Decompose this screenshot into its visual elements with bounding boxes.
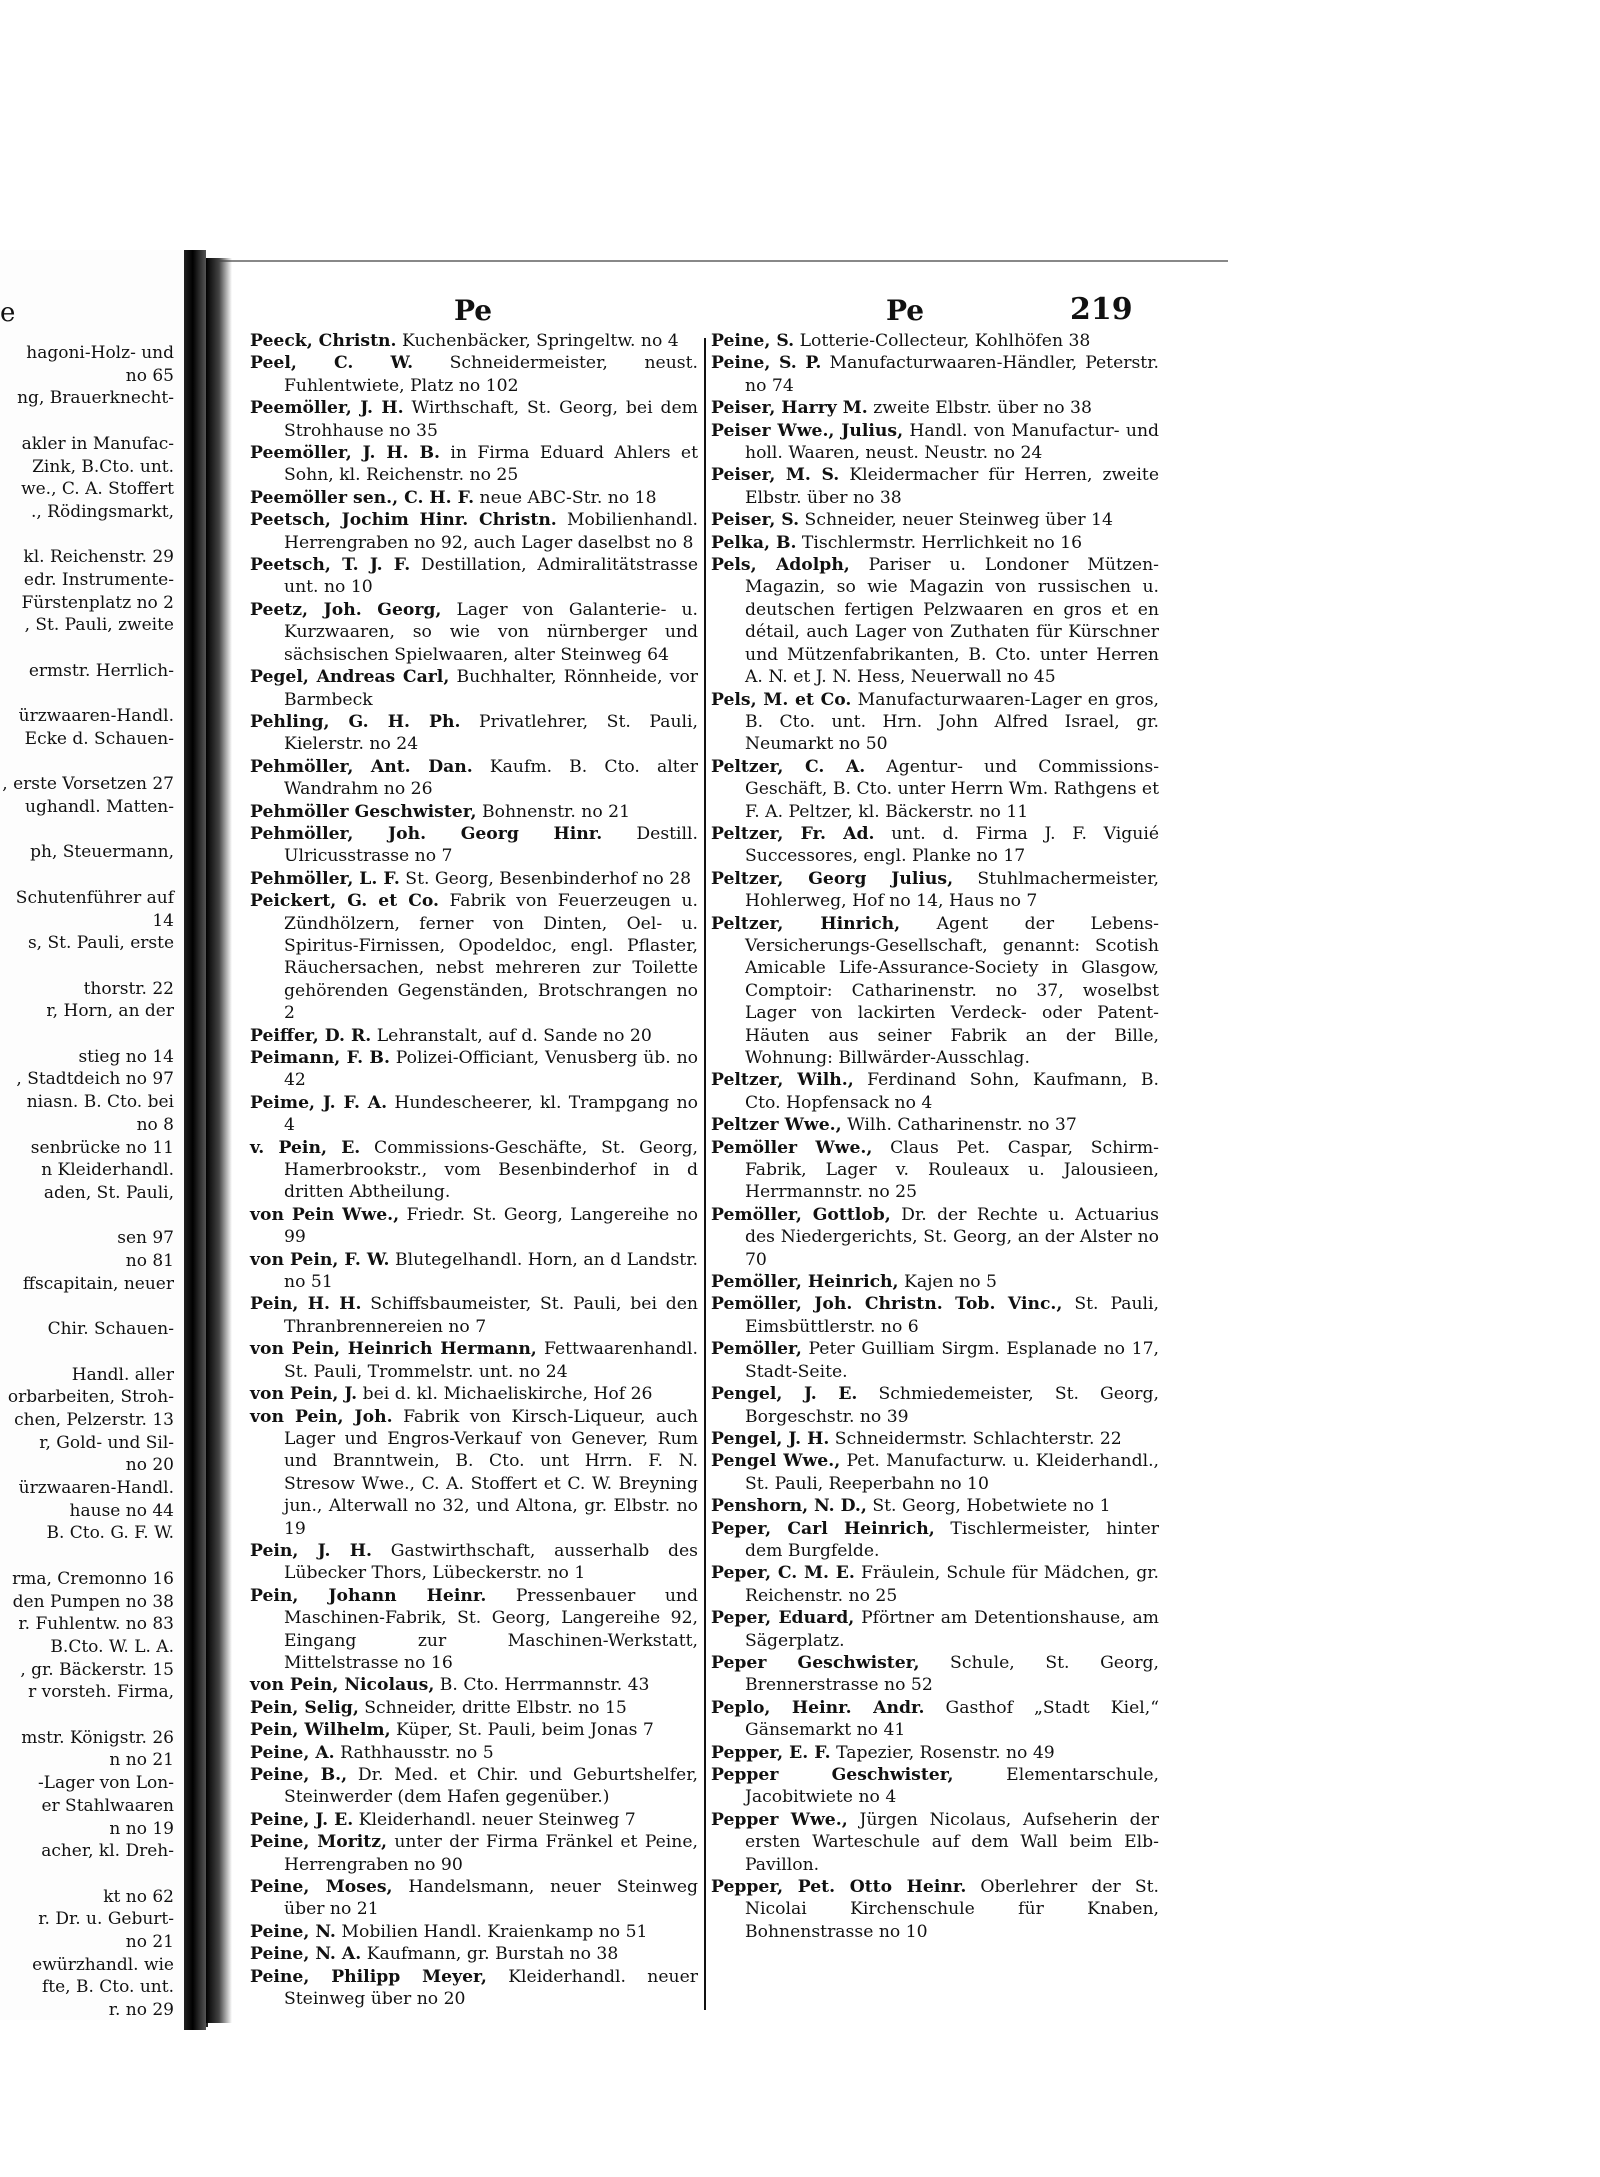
directory-entry xyxy=(711,1204,1159,1271)
directory-entry xyxy=(250,487,698,509)
entry-name: Peine, A. xyxy=(250,1742,335,1763)
directory-entry xyxy=(250,1697,698,1719)
directory-entry xyxy=(250,756,698,801)
entry-details: B. Cto. Herrmannstr. 43 xyxy=(434,1675,650,1696)
directory-entry xyxy=(250,666,698,711)
entry-details: Agent der Lebens-Versicherungs-Gesellschaft, genannt: Scotish Amicable Life-Assurance-Society in Glasgow, Comptoir: Catharinenstr. no 37, woselbst Lager von lackirten Verdeck- oder Patent-Häuten aus seiner Fabrik an der Bille, Wohnung: Billwärder-Ausschlag. xyxy=(745,913,1159,1068)
entry-name: Peemöller sen., C. H. F. xyxy=(250,487,475,508)
entry-details: St. Pauli, Eimsbüttlerstr. no 6 xyxy=(745,1294,1160,1337)
directory-entry xyxy=(250,1674,698,1696)
entry-name: Peltzer, C. A. xyxy=(711,756,866,777)
entry-name: Pepper Geschwister, xyxy=(711,1765,954,1785)
entry-details: Kleiderhandl. neuer Steinweg über no 20 xyxy=(284,1966,698,2010)
entry-name: Peltzer, Hinrich, xyxy=(711,913,901,934)
directory-entry xyxy=(711,532,1159,554)
directory-entry xyxy=(250,1540,698,1585)
directory-entry xyxy=(711,1293,1159,1338)
entry-name: Pemöller, xyxy=(711,1339,802,1360)
entry-details: Handl. von Manufactur- und holl. Waaren, neust. Neustr. no 24 xyxy=(745,420,1160,464)
entry-name: Peime, J. F. A. xyxy=(250,1092,388,1113)
entry-details: Pariser u. Londoner Mützen-Magazin, so wie Magazin von russischen u. deutschen fertigen Pelzwaaren en gros et en détail, auch Lager von Zuthaten für Kürschner und Mützenfabrikanten, B. Cto. unter Herren A. N. et J. N. Hess, Neuerwall no 45 xyxy=(745,555,1159,688)
facing-page-line: ng, Brauerknecht- xyxy=(17,388,174,409)
facing-page-line: niasn. B. Cto. bei xyxy=(26,1092,174,1113)
facing-page-line: we., C. A. Stoffert xyxy=(21,479,174,500)
facing-page-line: ürzwaaren-Handl. xyxy=(18,1478,174,1498)
entry-details: Gasthof „Stadt Kiel,“ Gänsemarkt no 41 xyxy=(745,1697,1159,1741)
entry-details: Tischlermeister, hinter dem Burgfelde. xyxy=(745,1518,1159,1561)
entry-name: Pepper, Pet. Otto Heinr. xyxy=(711,1877,967,1898)
facing-page-line: kl. Reichenstr. 29 xyxy=(23,547,174,568)
directory-entry xyxy=(711,913,1159,1070)
facing-page-line: Ecke d. Schauen- xyxy=(24,728,174,749)
facing-page-line: n no 21 xyxy=(109,1750,174,1771)
facing-page-line: akler in Manufac- xyxy=(21,433,174,454)
entry-details: Kaufm. B. Cto. alter Wandrahm no 26 xyxy=(284,756,698,800)
entry-details: Schmiedemeister, St. Georg, Borgeschstr. no 39 xyxy=(745,1384,1159,1427)
entry-name: Peemöller, J. H. xyxy=(250,398,404,419)
book-gutter-shadow xyxy=(184,250,206,2030)
directory-entry xyxy=(711,509,1159,531)
entry-details: Handelsmann, neuer Steinweg über no 21 xyxy=(284,1877,698,1920)
entry-name: Peplo, Heinr. Andr. xyxy=(711,1697,925,1718)
facing-page-line: Chir. Schauen- xyxy=(47,1319,174,1340)
entry-details: Lehranstalt, auf d. Sande no 20 xyxy=(371,1025,652,1046)
entry-details: Kleidermacher für Herren, zweite Elbstr. über no 38 xyxy=(745,465,1159,508)
directory-entry xyxy=(250,1406,698,1540)
entry-details: unter der Firma Fränkel et Peine, Herrengraben no 90 xyxy=(284,1832,698,1875)
facing-page-line: Schutenführer auf xyxy=(15,887,174,908)
entry-name: Pehmöller, L. F. xyxy=(250,868,400,889)
facing-page-line: ffscapitain, neuer xyxy=(22,1273,174,1294)
facing-page-line: no 21 xyxy=(125,1932,174,1952)
entry-name: Pein, J. H. xyxy=(250,1540,372,1561)
entry-name: Peiser Wwe., Julius, xyxy=(711,420,904,441)
entry-name: Peltzer Wwe., xyxy=(711,1115,842,1136)
entry-name: Pelka, B. xyxy=(711,532,797,553)
facing-page-line: , Stadtdeich no 97 xyxy=(16,1069,174,1090)
entry-name: Peine, Moses, xyxy=(250,1877,393,1898)
entry-name: Pehmöller, Joh. Georg Hinr. xyxy=(250,823,603,844)
entry-name: Peeck, Christn. xyxy=(250,331,397,351)
directory-entry xyxy=(711,330,1159,352)
directory-entry xyxy=(711,1607,1159,1652)
directory-entry xyxy=(250,868,698,890)
facing-page-line: r, Gold- und Sil- xyxy=(39,1432,174,1453)
entry-name: Peetz, Joh. Georg, xyxy=(250,599,442,620)
facing-page-line: edr. Instrumente- xyxy=(23,570,174,590)
directory-entry xyxy=(250,1137,698,1204)
entry-details: Schneidermeister, neust. Fuhlentwiete, Platz no 102 xyxy=(284,353,698,396)
directory-entry xyxy=(250,1383,698,1405)
directory-entry xyxy=(250,1092,698,1137)
directory-entry xyxy=(250,823,698,868)
directory-entry xyxy=(250,1764,698,1809)
entry-details: Privatlehrer, St. Pauli, Kielerstr. no 24 xyxy=(284,711,698,755)
page-fold-shadow xyxy=(206,258,232,2023)
directory-entry xyxy=(711,823,1159,868)
directory-entry xyxy=(250,442,698,487)
entry-details: Tapezier, Rosenstr. no 49 xyxy=(830,1742,1055,1763)
directory-column-right xyxy=(711,330,1159,1943)
entry-details: Claus Pet. Caspar, Schirm-Fabrik, Lager v. Rouleaux u. Jalousieen, Herrmannstr. no 25 xyxy=(745,1137,1159,1203)
facing-page-line: r. Fuhlentw. no 83 xyxy=(18,1614,174,1635)
directory-entry xyxy=(250,1742,698,1764)
directory-entry xyxy=(250,1204,698,1249)
entry-name: Pein, H. H. xyxy=(250,1294,362,1315)
entry-details: Hundescheerer, kl. Trampgang no 4 xyxy=(284,1092,698,1136)
entry-details: Peter Guilliam Sirgm. Esplanade no 17, Stadt-Seite. xyxy=(745,1339,1159,1382)
entry-name: Peel, C. W. xyxy=(250,353,414,374)
facing-page-line: , erste Vorsetzen 27 xyxy=(2,774,174,795)
entry-name: Pehling, G. H. Ph. xyxy=(250,711,461,732)
directory-entry xyxy=(711,756,1159,823)
entry-details: Schule, St. Georg, Brennerstrasse no 52 xyxy=(745,1652,1160,1696)
directory-entry xyxy=(711,352,1159,397)
entry-details: Wilh. Catharinenstr. no 37 xyxy=(841,1115,1077,1136)
entry-name: Peiffer, D. R. xyxy=(250,1025,372,1046)
facing-page-line: ph, Steuermann, xyxy=(30,842,174,863)
entry-name: Pengel Wwe., xyxy=(711,1451,841,1472)
entry-name: Pehmöller Geschwister, xyxy=(250,801,477,822)
entry-details: Schneider, neuer Steinweg über 14 xyxy=(799,510,1113,531)
facing-page-line: kt no 62 xyxy=(103,1886,174,1907)
entry-details: Pressenbauer und Maschinen-Fabrik, St. Georg, Langereihe 92, Eingang zur Maschinen-Werkstatt, Mittelstrasse no 16 xyxy=(284,1585,698,1673)
directory-entry xyxy=(250,1831,698,1876)
entry-details: Ferdinand Sohn, Kaufmann, B. Cto. Hopfensack no 4 xyxy=(745,1070,1159,1113)
facing-page-line: no 81 xyxy=(125,1251,174,1271)
entry-name: Peiser, Harry M. xyxy=(711,398,868,419)
facing-page-line: Fürstenplatz no 2 xyxy=(21,592,174,613)
directory-entry xyxy=(711,689,1159,756)
directory-entry xyxy=(711,1764,1159,1809)
entry-name: v. Pein, E. xyxy=(250,1137,361,1158)
facing-page-line: fte, B. Cto. unt. xyxy=(41,1977,174,1998)
entry-details: Stuhlmachermeister, Hohlerweg, Hof no 14, Haus no 7 xyxy=(745,868,1159,912)
directory-entry xyxy=(250,1338,698,1383)
entry-details: Buchhalter, Rönnheide, vor Barmbeck xyxy=(284,667,699,710)
entry-name: Peimann, F. B. xyxy=(250,1048,390,1068)
entry-details: Gastwirthschaft, ausserhalb des Lübecker Thors, Lübeckerstr. no 1 xyxy=(284,1540,698,1584)
facing-page-line: stieg no 14 xyxy=(78,1046,174,1067)
facing-page-line: thorstr. 22 xyxy=(83,978,174,999)
facing-page-line: hagoni-Holz- und xyxy=(26,343,174,363)
directory-page xyxy=(206,260,1228,2027)
facing-page-line: 14 xyxy=(152,910,174,931)
entry-details: Mobilienhandl. Herrengraben no 92, auch Lager daselbst no 8 xyxy=(284,510,698,553)
facing-page-line: aden, St. Pauli, xyxy=(43,1182,174,1203)
column-divider xyxy=(704,338,706,2010)
entry-details: Commissions-Geschäfte, St. Georg, Hamerbrookstr., vom Besenbinderhof in d dritten Abtheilung. xyxy=(284,1137,698,1203)
directory-entry xyxy=(711,464,1159,509)
entry-details: Fabrik von Kirsch-Liqueur, auch Lager und Engros-Verkauf von Genever, Rum und Branntwein, B. Cto. unt Hrrn. F. N. Stresow Wwe., C. A. Stoffert et C. W. Breyning jun., Alterwall no 32, und Altona, gr. Elbstr. no 19 xyxy=(284,1406,698,1539)
entry-name: Pepper, E. F. xyxy=(711,1742,831,1763)
entry-details: Tischlermstr. Herrlichkeit no 16 xyxy=(796,532,1083,553)
facing-page-head: e xyxy=(0,298,16,328)
facing-page-line: B.Cto. W. L. A. xyxy=(50,1636,174,1657)
entry-details: Dr. Med. et Chir. und Geburtshelfer, Steinwerder (dem Hafen gegenüber.) xyxy=(284,1765,698,1808)
facing-page-line: den Pumpen no 38 xyxy=(12,1591,174,1612)
directory-entry xyxy=(250,330,698,352)
entry-details: Jürgen Nicolaus, Aufseherin der ersten Warteschule auf dem Wall beim Elb-Pavillon. xyxy=(745,1809,1159,1875)
facing-page-line: r. no 29 xyxy=(108,2000,174,2020)
entry-name: Pein, Wilhelm, xyxy=(250,1720,391,1741)
directory-entry xyxy=(250,554,698,599)
entry-details: Mobilien Handl. Kraienkamp no 51 xyxy=(335,1921,648,1942)
facing-page-line: ürzwaaren-Handl. xyxy=(18,706,174,727)
entry-details: zweite Elbstr. über no 38 xyxy=(867,398,1092,419)
entry-details: Friedr. St. Georg, Langereihe no 99 xyxy=(284,1204,698,1248)
entry-details: neue ABC-Str. no 18 xyxy=(474,487,657,508)
entry-details: Bohnenstr. no 21 xyxy=(476,801,631,822)
entry-name: Pepper Wwe., xyxy=(711,1809,848,1830)
entry-name: Penshorn, N. D., xyxy=(711,1496,867,1517)
entry-name: Pein, Selig, xyxy=(250,1697,359,1718)
entry-name: Peickert, G. et Co. xyxy=(250,891,440,912)
facing-page-line: er Stahlwaaren xyxy=(41,1795,174,1816)
entry-name: Peiser, S. xyxy=(711,510,800,531)
entry-name: von Pein Wwe., xyxy=(250,1204,400,1225)
entry-name: Peine, Moritz, xyxy=(250,1832,387,1853)
entry-name: Peine, Philipp Meyer, xyxy=(250,1966,487,1987)
entry-details: St. Georg, Besenbinderhof no 28 xyxy=(399,868,692,889)
directory-entry xyxy=(711,868,1159,913)
entry-name: Peltzer, Wilh., xyxy=(711,1070,854,1091)
entry-name: Pemöller, Heinrich, xyxy=(711,1272,899,1293)
directory-entry xyxy=(250,397,698,442)
facing-page-line: mstr. Königstr. 26 xyxy=(21,1727,174,1748)
facing-page-line: B. Cto. G. F. W. xyxy=(46,1523,174,1544)
entry-name: Pels, Adolph, xyxy=(711,555,850,576)
entry-details: Lotterie-Collecteur, Kohlhöfen 38 xyxy=(794,331,1091,351)
facing-page-line: r. Dr. u. Geburt- xyxy=(38,1909,174,1930)
facing-page-line: ughandl. Matten- xyxy=(25,797,174,817)
entry-name: Peine, S. xyxy=(711,331,795,351)
entry-name: Pein, Johann Heinr. xyxy=(250,1585,487,1606)
entry-details: Pet. Manufacturw. u. Kleiderhandl., St. Pauli, Reeperbahn no 10 xyxy=(745,1451,1159,1494)
entry-details: Oberlehrer der St. Nicolai Kirchenschule für Knaben, Bohnenstrasse no 10 xyxy=(745,1877,1159,1942)
entry-name: Peine, S. P. xyxy=(711,353,822,374)
facing-page-line: orbarbeiten, Stroh- xyxy=(7,1387,174,1408)
facing-page-left xyxy=(0,250,184,2020)
entry-details: Fettwaarenhandl. St. Pauli, Trommelstr. unt. no 24 xyxy=(284,1339,698,1382)
entry-name: Peper, Eduard, xyxy=(711,1608,855,1629)
directory-entry xyxy=(250,1293,698,1338)
entry-name: Pengel, J. H. xyxy=(711,1428,830,1449)
facing-page-line: r vorsteh. Firma, xyxy=(28,1682,174,1703)
directory-entry xyxy=(711,1652,1159,1697)
facing-page-line: no 8 xyxy=(136,1114,174,1135)
entry-name: Peetsch, Jochim Hinr. Christn. xyxy=(250,510,557,531)
directory-entry xyxy=(711,1338,1159,1383)
entry-details: Polizei-Officiant, Venusberg üb. no 42 xyxy=(284,1048,698,1091)
entry-name: Peine, J. E. xyxy=(250,1809,354,1830)
entry-name: Peemöller, J. H. B. xyxy=(250,443,440,464)
directory-entry xyxy=(250,352,698,397)
facing-page-line: Zink, B.Cto. unt. xyxy=(32,456,174,477)
entry-details: Kajen no 5 xyxy=(898,1272,997,1293)
directory-entry xyxy=(711,1518,1159,1563)
facing-page-line: s, St. Pauli, erste xyxy=(27,933,174,954)
entry-details: Fräulein, Schule für Mädchen, gr. Reichenstr. no 25 xyxy=(745,1563,1159,1606)
entry-name: Peetsch, T. J. F. xyxy=(250,555,411,576)
directory-entry xyxy=(711,1450,1159,1495)
entry-name: von Pein, F. W. xyxy=(250,1249,390,1270)
entry-details: Kaufmann, gr. Burstah no 38 xyxy=(361,1944,619,1965)
directory-entry xyxy=(711,1697,1159,1742)
entry-name: von Pein, J. xyxy=(250,1384,358,1405)
facing-page-line: senbrücke no 11 xyxy=(30,1137,174,1158)
entry-name: Peine, N. A. xyxy=(250,1944,362,1965)
entry-details: Destill. Ulricusstrasse no 7 xyxy=(284,823,698,867)
facing-page-line: sen 97 xyxy=(117,1228,174,1249)
entry-name: Peper, Carl Heinrich, xyxy=(711,1518,935,1539)
facing-page-line: chen, Pelzerstr. 13 xyxy=(14,1409,174,1430)
directory-entry xyxy=(250,1719,698,1741)
entry-details: Elementarschule, Jacobitwiete no 4 xyxy=(745,1765,1159,1808)
facing-page-line: no 65 xyxy=(125,365,174,386)
directory-entry xyxy=(250,1809,698,1831)
entry-name: Peltzer, Fr. Ad. xyxy=(711,823,875,844)
directory-entry xyxy=(711,1069,1159,1114)
entry-details: Schiffsbaumeister, St. Pauli, bei den Thranbrennereien no 7 xyxy=(284,1294,698,1337)
entry-details: bei d. kl. Michaeliskirche, Hof 26 xyxy=(357,1384,653,1405)
entry-name: Peltzer, Georg Julius, xyxy=(711,868,954,889)
directory-entry xyxy=(711,420,1159,465)
facing-page-line: , St. Pauli, zweite xyxy=(24,615,174,636)
entry-name: Peiser, M. S. xyxy=(711,465,840,486)
directory-entry xyxy=(250,509,698,554)
entry-details: Dr. der Rechte u. Actuarius des Niedergerichts, St. Georg, an der Alster no 70 xyxy=(745,1204,1160,1270)
running-head-left: Pe xyxy=(454,294,493,327)
facing-page-line: ewürzhandl. wie xyxy=(32,1954,174,1975)
directory-entry xyxy=(711,1271,1159,1293)
entry-details: Küper, St. Pauli, beim Jonas 7 xyxy=(390,1720,654,1741)
entry-name: Peine, B., xyxy=(250,1765,348,1785)
directory-entry xyxy=(250,801,698,823)
entry-details: Agentur- und Commissions-Geschäft, B. Cto. unter Herrn Wm. Rathgens et F. A. Peltzer, kl. Bäckerstr. no 11 xyxy=(745,756,1159,822)
entry-details: Lager von Galanterie- u. Kurzwaaren, so wie von nürnberger und sächsischen Spielwaaren, alter Steinweg 64 xyxy=(284,599,698,665)
directory-entry xyxy=(250,711,698,756)
entry-details: in Firma Eduard Ahlers et Sohn, kl. Reichenstr. no 25 xyxy=(284,443,698,486)
facing-page-line: n Kleiderhandl. xyxy=(41,1160,174,1181)
facing-page-line: rma, Cremonno 16 xyxy=(12,1568,174,1589)
directory-entry xyxy=(250,1585,698,1675)
directory-entry xyxy=(711,1562,1159,1607)
entry-name: Pemöller, Gottlob, xyxy=(711,1204,891,1225)
entry-details: Destillation, Admiralitätstrasse unt. no 10 xyxy=(284,555,699,598)
facing-page-line: , gr. Bäckerstr. 15 xyxy=(20,1659,174,1680)
entry-name: von Pein, Joh. xyxy=(250,1406,393,1427)
directory-column-left xyxy=(250,330,698,2010)
directory-entry xyxy=(711,1428,1159,1450)
page-number: 219 xyxy=(1070,292,1133,327)
facing-page-line: hause no 44 xyxy=(69,1500,174,1521)
entry-details: Kleiderhandl. neuer Steinweg 7 xyxy=(353,1809,636,1830)
directory-entry xyxy=(250,1025,698,1047)
entry-name: Pels, M. et Co. xyxy=(711,689,852,710)
directory-entry xyxy=(711,554,1159,688)
entry-name: Pemöller Wwe., xyxy=(711,1137,873,1158)
entry-name: Pehmöller, Ant. Dan. xyxy=(250,756,473,777)
directory-entry xyxy=(711,397,1159,419)
directory-entry xyxy=(250,1966,698,2011)
facing-page-line: ermstr. Herrlich- xyxy=(28,660,174,681)
entry-details: unt. d. Firma J. F. Viguié Successores, engl. Planke no 17 xyxy=(745,823,1160,867)
entry-details: Wirthschaft, St. Georg, bei dem Strohhause no 35 xyxy=(284,398,698,441)
entry-details: Manufacturwaaren-Lager en gros, B. Cto. unt. Hrn. John Alfred Israel, gr. Neumarkt no 50 xyxy=(745,689,1159,755)
directory-entry xyxy=(711,1742,1159,1764)
directory-entry xyxy=(711,1495,1159,1517)
directory-entry xyxy=(250,1921,698,1943)
directory-entry xyxy=(711,1809,1159,1876)
entry-name: Pegel, Andreas Carl, xyxy=(250,667,450,688)
entry-name: Peper Geschwister, xyxy=(711,1652,920,1673)
entry-details: Manufacturwaaren-Händler, Peterstr. no 74 xyxy=(745,353,1159,396)
entry-name: Peper, C. M. E. xyxy=(711,1563,855,1584)
entry-details: Rathhausstr. no 5 xyxy=(334,1742,494,1763)
directory-entry xyxy=(250,1943,698,1965)
running-head-right: Pe xyxy=(886,294,925,327)
directory-entry xyxy=(250,890,698,1024)
entry-details: Schneidermstr. Schlachterstr. 22 xyxy=(829,1428,1122,1449)
entry-details: Kuchenbäcker, Springeltw. no 4 xyxy=(396,331,679,351)
entry-name: von Pein, Heinrich Hermann, xyxy=(250,1339,537,1360)
entry-details: Schneider, dritte Elbstr. no 15 xyxy=(358,1697,627,1718)
facing-page-line: r, Horn, an der xyxy=(46,1001,174,1022)
directory-entry xyxy=(711,1137,1159,1204)
entry-details: Blutegelhandl. Horn, an d Landstr. no 51 xyxy=(284,1249,698,1293)
entry-name: von Pein, Nicolaus, xyxy=(250,1675,435,1696)
directory-entry xyxy=(250,1047,698,1092)
entry-name: Pemöller, Joh. Christn. Tob. Vinc., xyxy=(711,1294,1063,1315)
facing-page-line: ., Rödingsmarkt, xyxy=(30,501,174,522)
facing-page-line: acher, kl. Dreh- xyxy=(41,1841,174,1862)
facing-page-line: no 20 xyxy=(125,1455,174,1476)
facing-page-line: n no 19 xyxy=(109,1818,174,1839)
entry-name: Peine, N. xyxy=(250,1921,336,1942)
directory-entry xyxy=(250,1876,698,1921)
directory-entry xyxy=(250,1249,698,1294)
facing-page-line: Handl. aller xyxy=(71,1364,174,1385)
entry-name: Pengel, J. E. xyxy=(711,1384,858,1405)
entry-details: St. Georg, Hobetwiete no 1 xyxy=(866,1496,1111,1517)
facing-page-line: -Lager von Lon- xyxy=(37,1773,174,1794)
directory-entry xyxy=(250,599,698,666)
directory-entry xyxy=(711,1114,1159,1136)
entry-details: Pförtner am Detentionshause, am Sägerplatz. xyxy=(745,1608,1159,1651)
entry-details: Fabrik von Feuerzeugen u. Zündhölzern, ferner von Dinten, Oel- u. Spiritus-Firnissen, Opodeldoc, engl. Pflaster, Räuchersachen, nebst mehreren zur Toilette gehörenden Gegenständen, Brotschrangen no 2 xyxy=(284,891,698,1024)
directory-entry xyxy=(711,1876,1159,1943)
directory-entry xyxy=(711,1383,1159,1428)
